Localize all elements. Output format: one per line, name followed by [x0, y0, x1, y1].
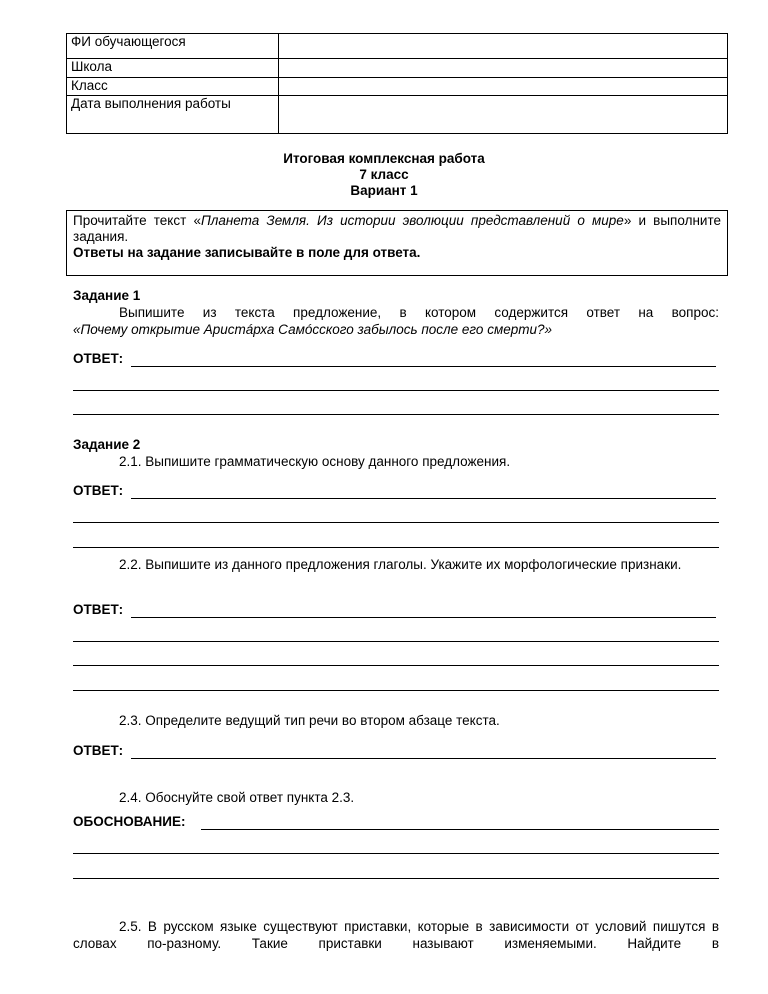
- info-field-name[interactable]: [279, 34, 728, 59]
- variant-title: Вариант 1: [350, 183, 418, 198]
- task1-answer-label: ОТВЕТ:: [73, 351, 124, 366]
- task2-2-answer-line-4[interactable]: [73, 690, 719, 691]
- info-label-date: Дата выполнения работы: [67, 96, 279, 134]
- task2-1-text: 2.1. Выпишите грамматическую основу данного предложения.: [119, 454, 511, 469]
- instructions-box: [66, 210, 728, 276]
- task1-text: Выпишите из текста предложение, в котором содержится ответ на вопрос:: [119, 305, 719, 320]
- work-title: Итоговая комплексная работа: [283, 151, 485, 166]
- task1-answer-line-1[interactable]: [131, 366, 716, 367]
- task2-1-answer-line-3[interactable]: [73, 547, 719, 548]
- instructions-bold: Ответы на задание записывайте в поле для ответа.: [73, 245, 421, 260]
- task2-1-answer-label: ОТВЕТ:: [73, 483, 124, 498]
- task2-2-answer-line-2[interactable]: [73, 641, 719, 642]
- instructions-text: Прочитайте текст «Планета Земля. Из истории эволюции представлений о мире» и выполните задания.: [73, 213, 721, 244]
- grade-title: 7 класс: [359, 167, 409, 182]
- task2-4-justification-line-2[interactable]: [73, 853, 719, 854]
- task2-2-answer-line-3[interactable]: [73, 665, 719, 666]
- info-label-name: ФИ обучающегося: [67, 34, 279, 59]
- task2-2-answer-label: ОТВЕТ:: [73, 602, 124, 617]
- task2-3-answer-label: ОТВЕТ:: [73, 743, 124, 758]
- task2-heading: Задание 2: [73, 437, 141, 452]
- info-field-class[interactable]: [279, 78, 728, 96]
- task1-answer-line-3[interactable]: [73, 414, 719, 415]
- task2-1-answer-line-1[interactable]: [131, 498, 716, 499]
- task2-2-text: 2.2. Выпишите из данного предложения глаголы. Укажите их морфологические признаки.: [119, 557, 682, 572]
- student-info-table: [66, 33, 728, 134]
- info-label-class: Класс: [67, 78, 279, 96]
- task2-3-answer-line[interactable]: [131, 758, 716, 759]
- task2-4-justification-line-1[interactable]: [201, 829, 719, 830]
- task2-3-text: 2.3. Определите ведущий тип речи во втором абзаце текста.: [119, 713, 500, 728]
- info-field-school[interactable]: [279, 59, 728, 78]
- task1-heading: Задание 1: [73, 288, 141, 303]
- task2-5-text: 2.5. В русском языке существуют приставки, которые в зависимости от условий пишутся в словах по-разному. Такие приставки называют изменяемыми. Найдите в: [73, 919, 719, 951]
- info-label-school: Школа: [67, 59, 279, 78]
- task2-4-justification-line-3[interactable]: [73, 878, 719, 879]
- task1-answer-line-2[interactable]: [73, 390, 719, 391]
- task2-4-text: 2.4. Обоснуйте свой ответ пункта 2.3.: [119, 790, 355, 805]
- task1-question: «Почему открытие Аристáрха Самóсского забылось после его смерти?»: [73, 322, 552, 337]
- info-field-date[interactable]: [279, 96, 728, 134]
- task2-1-answer-line-2[interactable]: [73, 522, 719, 523]
- task2-2-answer-line-1[interactable]: [131, 617, 716, 618]
- text-title: Планета Земля. Из истории эволюции представлений о мире: [200, 213, 624, 228]
- task2-4-justification-label: ОБОСНОВАНИЕ:: [73, 814, 186, 829]
